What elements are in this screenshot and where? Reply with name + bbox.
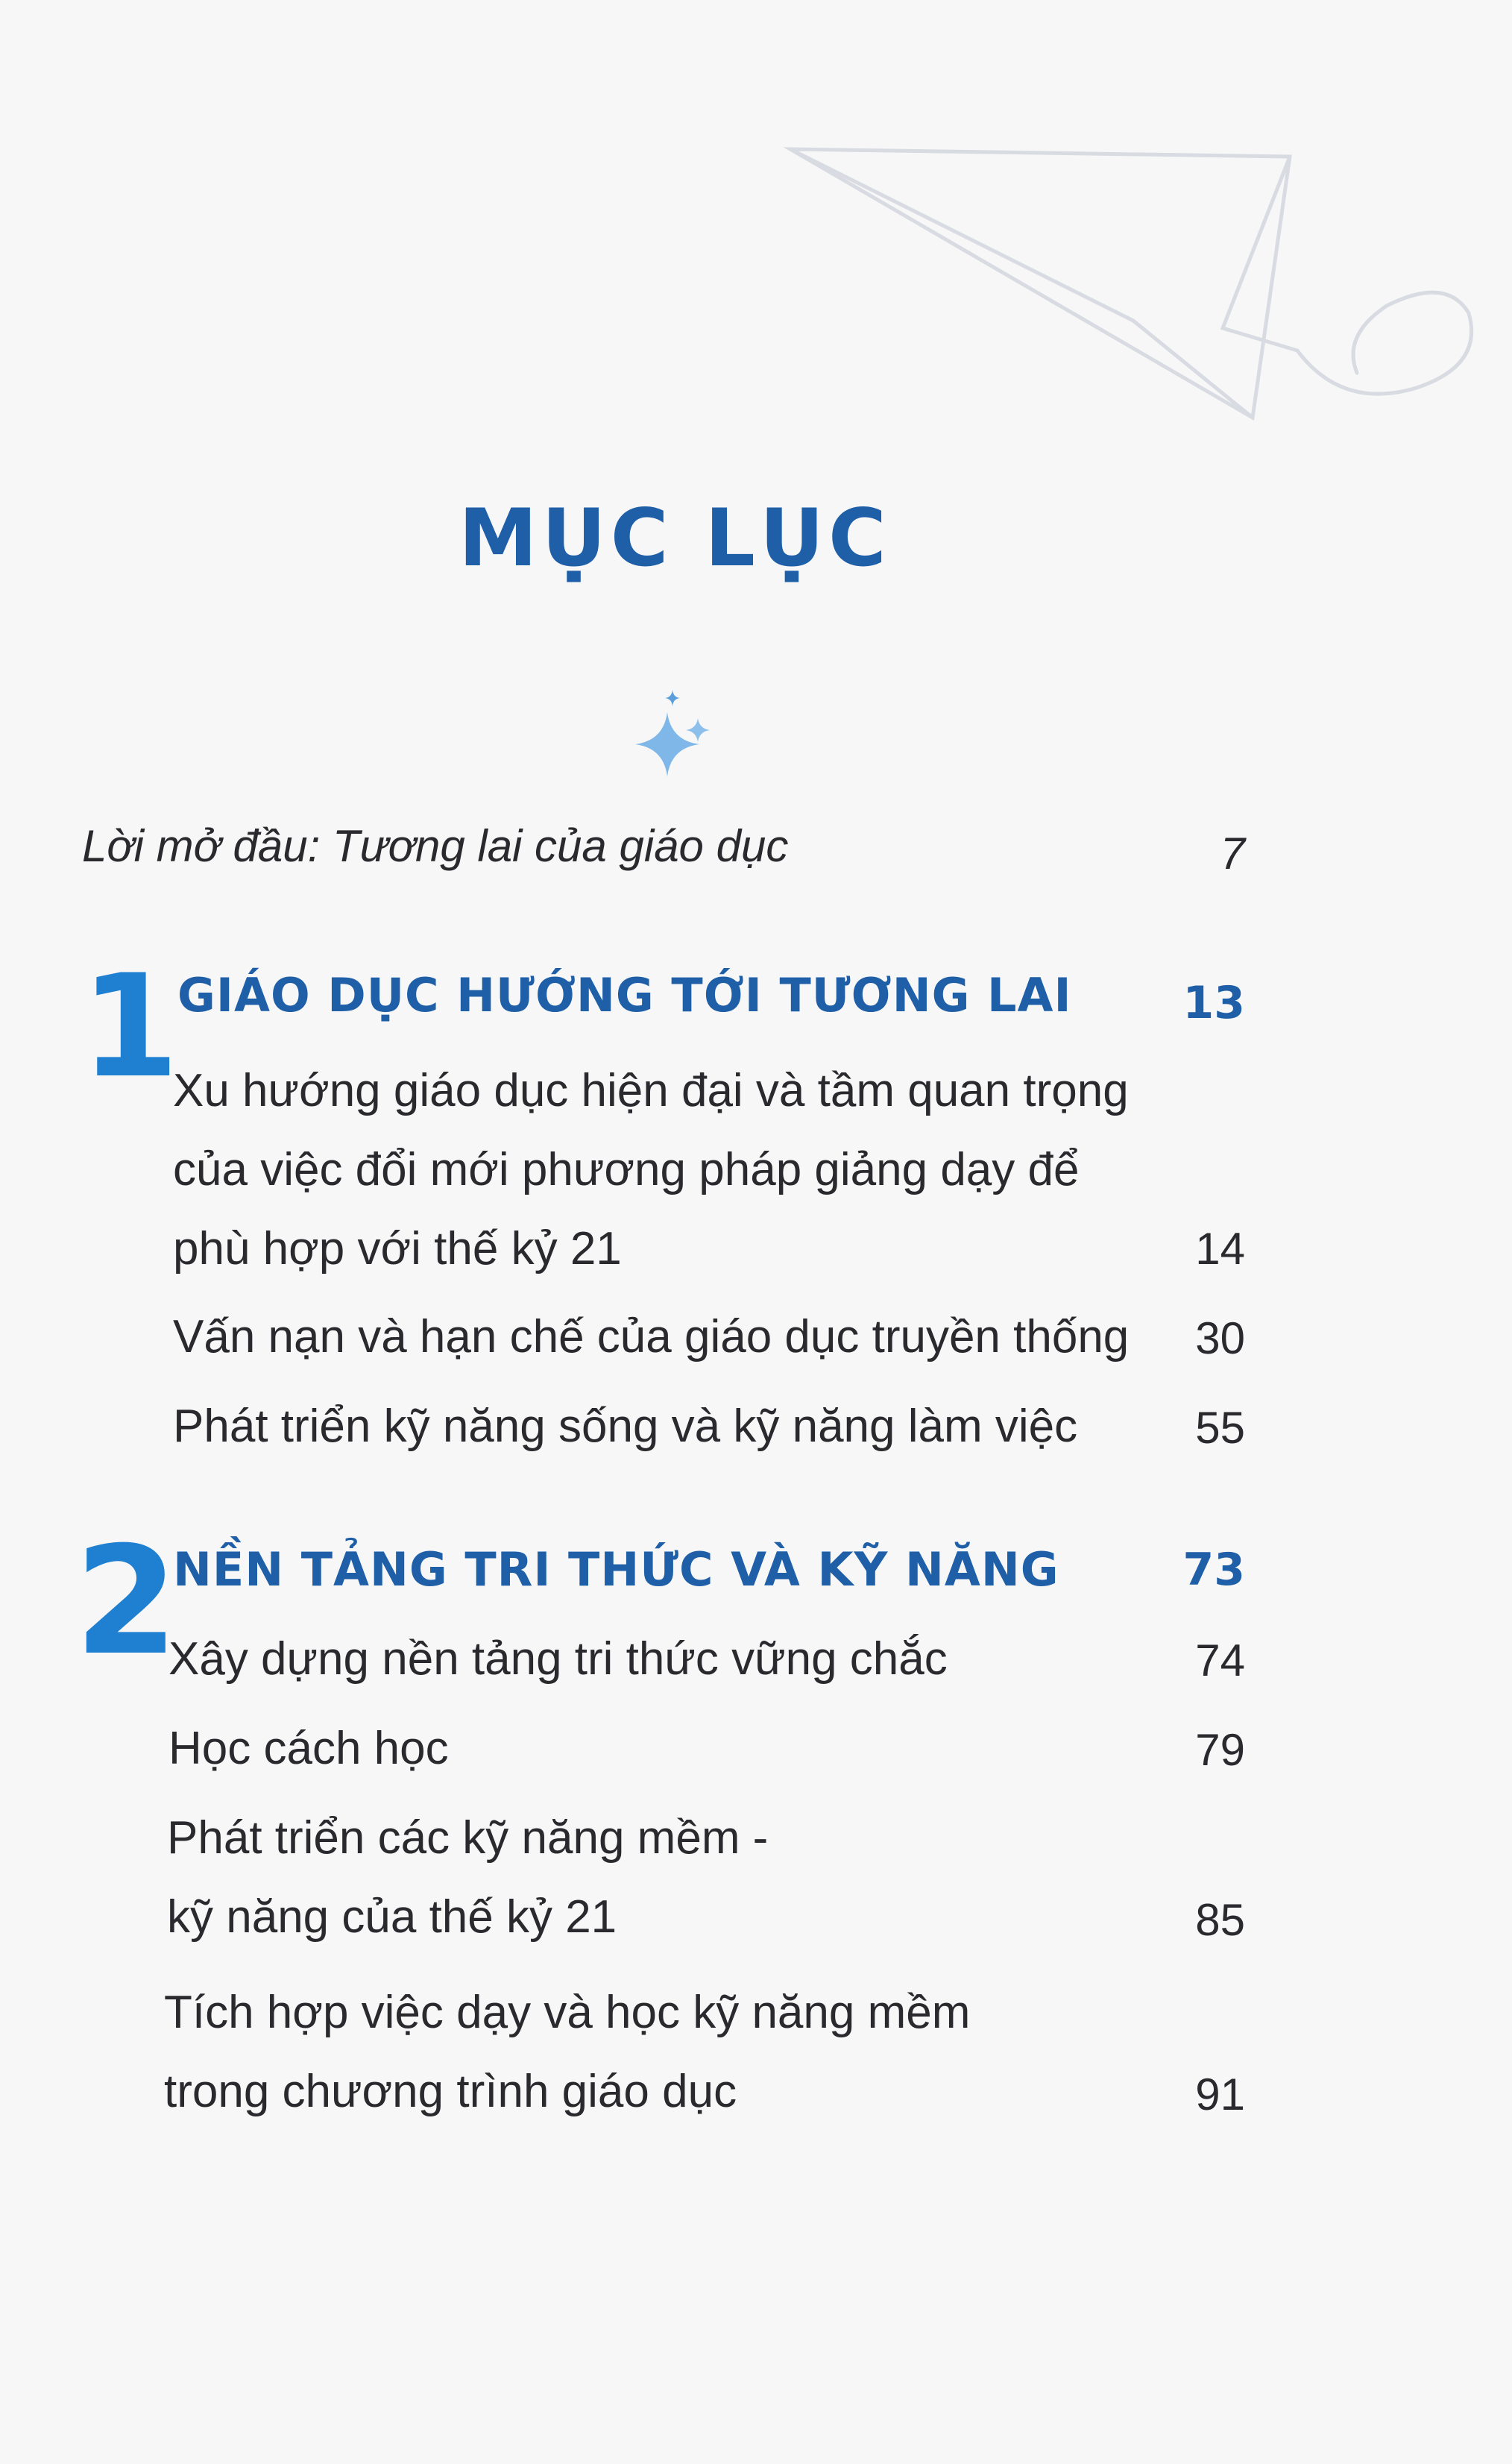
entry-line: Vấn nạn và hạn chế của giáo dục truyền thống <box>173 1311 1130 1363</box>
entry-page-number: 14 <box>1195 1224 1245 1274</box>
entry-line: của việc đổi mới phương pháp giảng dạy để <box>173 1144 1080 1195</box>
toc-entry-2-3[interactable] <box>167 1799 768 1957</box>
entry-line: Tích hợp việc dạy và học kỹ năng mềm <box>164 1987 971 2038</box>
toc-intro-row[interactable] <box>82 820 1245 887</box>
entry-page-number: 74 <box>1195 1635 1245 1685</box>
chapter-title-1[interactable]: GIÁO DỤC HƯỚNG TỚI TƯƠNG LAI <box>177 968 1072 1022</box>
chapter-number-2: 2 <box>75 1515 179 1688</box>
page-title: MỤC LỤC <box>459 492 891 584</box>
entry-page-number: 55 <box>1195 1403 1245 1453</box>
entry-page-number: 85 <box>1195 1895 1245 1945</box>
entry-line: Phát triển kỹ năng sống và kỹ năng làm việc <box>173 1401 1078 1452</box>
sparkle-icon <box>626 682 723 787</box>
intro-title: Lời mở đầu: Tương lai của giáo dục <box>82 821 789 871</box>
entry-page-number: 91 <box>1195 2069 1245 2119</box>
toc-entry-2-2[interactable] <box>168 1709 449 1788</box>
toc-entry-1-3[interactable] <box>173 1387 1077 1466</box>
entry-page-number: 30 <box>1195 1313 1245 1363</box>
chapter-page-2: 73 <box>1182 1544 1245 1596</box>
chapter-number-1: 1 <box>81 944 180 1109</box>
intro-page-number: 7 <box>1220 829 1245 879</box>
toc-entry-2-4[interactable] <box>164 1973 970 2131</box>
toc-entry-1-2[interactable] <box>173 1298 1129 1377</box>
paper-plane-icon <box>775 127 1506 500</box>
entry-line: Xây dựng nền tảng tri thức vững chắc <box>168 1633 948 1685</box>
entry-line: Phát triển các kỹ năng mềm - <box>167 1812 769 1864</box>
toc-entry-1-1[interactable] <box>173 1052 1129 1289</box>
entry-line: kỹ năng của thế kỷ 21 <box>167 1891 617 1943</box>
chapter-title-2[interactable]: NỀN TẢNG TRI THỨC VÀ KỸ NĂNG <box>173 1542 1059 1597</box>
entry-line: Học cách học <box>168 1723 449 1774</box>
entry-line: Xu hướng giáo dục hiện đại và tầm quan trọng <box>173 1065 1129 1116</box>
chapter-page-1: 13 <box>1182 977 1245 1029</box>
entry-line: phù hợp với thế kỷ 21 <box>173 1223 622 1275</box>
entry-page-number: 79 <box>1195 1725 1245 1775</box>
entry-line: trong chương trình giáo dục <box>164 2066 737 2117</box>
toc-entry-2-1[interactable] <box>168 1620 948 1699</box>
